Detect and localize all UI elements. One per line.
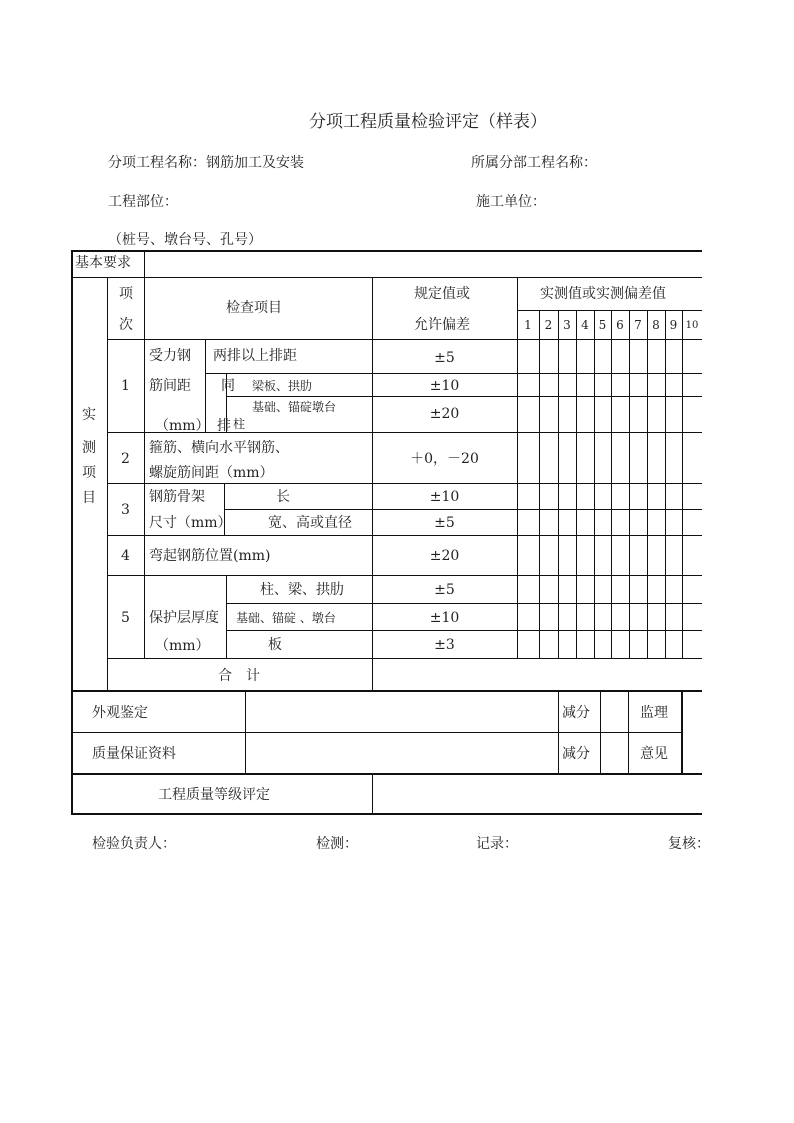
- row-3-sub: 长: [276, 489, 290, 505]
- row-1-tolerance: ±20: [429, 406, 460, 422]
- row-1-tolerance: ±10: [429, 378, 460, 394]
- row-2-item: 螺旋筋间距（mm）: [149, 465, 274, 481]
- column-number: 10: [685, 320, 699, 331]
- location-label: 工程部位：: [108, 194, 178, 210]
- tolerance-header: 允许偏差: [414, 317, 470, 333]
- row-1-item: 受力钢: [149, 348, 191, 364]
- row-1-sub: 梁板、拱肋: [252, 379, 313, 393]
- row-1-same-row: 同: [221, 378, 235, 394]
- tolerance-header: 规定值或: [414, 286, 470, 302]
- appearance-label: 外观鉴定: [92, 705, 148, 721]
- column-number: 6: [616, 318, 624, 332]
- row-4-tolerance: ±20: [429, 548, 460, 564]
- grade-label: 工程质量等级评定: [158, 787, 270, 803]
- row-4-item: 弯起钢筋位置(mm): [149, 548, 271, 564]
- parent-project: 所属分部工程名称：: [471, 155, 597, 171]
- contractor-label: 施工单位：: [476, 194, 546, 210]
- row-2-no: 2: [121, 451, 130, 467]
- quality-docs-label: 质量保证资料: [92, 746, 176, 762]
- row-2-tolerance: ＋0，－20: [410, 451, 479, 467]
- column-number: 5: [598, 318, 607, 332]
- row-5-sub: 基础、锚碇 、墩台: [236, 611, 336, 625]
- row-2-item: 箍筋、横向水平钢筋、: [149, 440, 289, 456]
- column-number: 9: [669, 318, 678, 332]
- location-note: （桩号、墩台号、孔号）: [108, 232, 262, 248]
- item-no-header: 项: [119, 286, 133, 302]
- row-5-tolerance: ±3: [434, 637, 455, 653]
- reviewer-label: 复核：: [668, 836, 710, 852]
- row-5-item: 保护层厚度: [149, 610, 219, 626]
- row-1-no: 1: [121, 378, 130, 394]
- subproject-name: 分项工程名称：钢筋加工及安装: [108, 155, 304, 171]
- page-title: 分项工程质量检验评定（样表）: [309, 112, 547, 132]
- row-1-same-row: 排: [217, 418, 231, 434]
- row-3-no: 3: [121, 502, 130, 518]
- column-number: 2: [544, 318, 553, 332]
- row-3-item: 钢筋骨架: [149, 489, 205, 505]
- row-5-tolerance: ±5: [434, 582, 455, 598]
- row-4-no: 4: [121, 548, 130, 564]
- deduct-label: 减分: [562, 746, 590, 762]
- row-1-sub: 柱: [233, 417, 246, 431]
- row-3-sub: 宽、高或直径: [268, 515, 352, 531]
- column-number: 1: [524, 318, 532, 332]
- measured-header: 实测值或实测偏差值: [540, 286, 666, 302]
- tester-label: 检测：: [316, 836, 358, 852]
- column-number: 7: [634, 318, 642, 332]
- column-number: 3: [563, 318, 571, 332]
- row-1-tolerance: ±5: [434, 350, 455, 366]
- row-5-item: （mm）: [155, 638, 210, 654]
- opinion-label: 意见: [640, 746, 668, 762]
- column-number: 4: [581, 318, 589, 332]
- inspector-label: 检验负责人：: [92, 836, 176, 852]
- row-5-no: 5: [121, 610, 130, 626]
- row-5-sub: 板: [268, 637, 282, 653]
- check-item-header: 检查项目: [226, 300, 282, 316]
- row-1-item: 筋间距: [149, 378, 191, 394]
- item-no-header: 次: [119, 317, 133, 333]
- row-5-tolerance: ±10: [429, 610, 460, 626]
- column-number: 8: [652, 318, 660, 332]
- row-3-tolerance: ±10: [429, 489, 460, 505]
- row-3-tolerance: ±5: [434, 515, 455, 531]
- basic-requirements-label: 基本要求: [75, 255, 131, 271]
- total-label: 合 计: [218, 668, 260, 684]
- recorder-label: 记录：: [476, 836, 518, 852]
- supervision-label: 监理: [640, 705, 668, 721]
- row-3-item: 尺寸（mm）: [149, 515, 232, 531]
- row-1-sub: 基础、锚碇墩台: [252, 400, 337, 414]
- deduct-label: 减分: [562, 705, 590, 721]
- row-1-sub: 两排以上排距: [213, 348, 297, 364]
- row-5-sub: 柱、梁、拱肋: [260, 582, 344, 598]
- row-1-item: （mm）: [155, 418, 210, 434]
